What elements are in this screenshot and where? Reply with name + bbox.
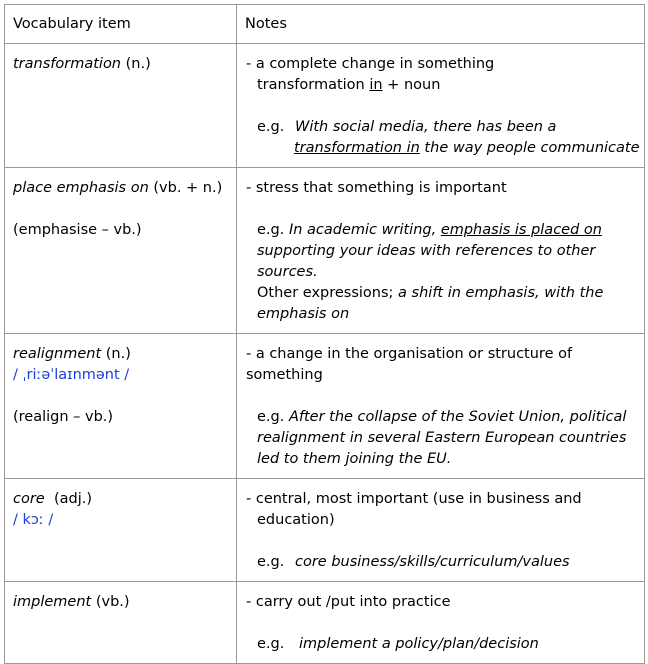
example-text: In academic writing,: [284, 222, 441, 238]
header-label: Notes: [245, 16, 287, 32]
phonetic-transcription: / ˌriːəˈlaɪnmənt /: [13, 367, 130, 383]
term: realignment: [13, 346, 102, 362]
term-cell: [5, 334, 237, 479]
example-label: e.g.: [257, 554, 285, 570]
part-of-speech: (vb. + n.): [148, 180, 223, 196]
term: transformation: [13, 56, 121, 72]
definition-cont: education): [257, 512, 335, 528]
example: [246, 220, 644, 241]
example-text: implement a policy/plan/decision: [299, 636, 539, 652]
definition: - a change in the organisation or structure of something: [246, 346, 573, 383]
example-label: e.g.: [257, 409, 285, 425]
part-of-speech: (n.): [101, 346, 131, 362]
collocation: [246, 75, 644, 96]
related-form: (emphasise – vb.): [13, 222, 142, 238]
notes-cell: [237, 168, 645, 334]
example-text: With social media, there has been a: [295, 119, 557, 135]
header-label: Vocabulary item: [13, 16, 131, 32]
example-highlight: emphasis is placed on: [440, 222, 602, 238]
other-expressions-text: a shift in emphasis, with the: [398, 285, 604, 301]
term-cell: [5, 582, 237, 664]
term: implement: [13, 594, 92, 610]
example-label: e.g.: [257, 222, 285, 238]
definition: - central, most important (use in business and: [246, 491, 582, 507]
table-row: [5, 44, 645, 168]
example-label: e.g.: [257, 119, 285, 135]
notes-cell: [237, 582, 645, 664]
definition: - a complete change in something: [246, 56, 495, 72]
example: [246, 552, 644, 573]
example-label: e.g.: [257, 636, 285, 652]
part-of-speech: (adj.): [44, 491, 92, 507]
example: [246, 117, 644, 138]
example: [246, 407, 644, 428]
table-row: [5, 582, 645, 664]
table-row: [5, 168, 645, 334]
example-text: After the collapse of the Soviet Union, political: [284, 409, 627, 425]
example-highlight: transformation in: [294, 140, 420, 156]
other-expressions: [246, 283, 644, 304]
example-text: led to them joining the EU.: [257, 451, 452, 467]
definition: - carry out /put into practice: [246, 594, 451, 610]
term: place emphasis on: [13, 180, 149, 196]
example-text: sources.: [257, 264, 318, 280]
header-vocabulary-item: [5, 5, 237, 44]
collocation-preposition: in: [369, 77, 383, 93]
term-cell: [5, 168, 237, 334]
term-cell: [5, 44, 237, 168]
part-of-speech: (vb.): [91, 594, 130, 610]
table-row: [5, 479, 645, 582]
part-of-speech: (n.): [121, 56, 151, 72]
related-form: (realign – vb.): [13, 409, 114, 425]
notes-cell: [237, 479, 645, 582]
collocation-word: transformation: [257, 77, 370, 93]
table-header-row: [5, 5, 645, 44]
term: core: [13, 491, 45, 507]
example-cont: [246, 138, 644, 159]
vocabulary-table: [4, 4, 645, 664]
notes-cell: [237, 44, 645, 168]
phonetic-transcription: / kɔː /: [13, 512, 54, 528]
example-text: supporting your ideas with references to other: [257, 243, 596, 259]
notes-cell: [237, 334, 645, 479]
other-expressions-text: emphasis on: [257, 306, 350, 322]
example-text: the way people communicate: [419, 140, 640, 156]
term-cell: [5, 479, 237, 582]
definition: - stress that something is important: [246, 180, 507, 196]
example-text: realignment in several Eastern European countries: [257, 430, 627, 446]
collocation-rest: + noun: [382, 77, 441, 93]
header-notes: [237, 5, 645, 44]
table-row: [5, 334, 645, 479]
example-text: core business/skills/curriculum/values: [295, 554, 570, 570]
example: [246, 634, 644, 655]
other-expressions-label: Other expressions;: [257, 285, 399, 301]
